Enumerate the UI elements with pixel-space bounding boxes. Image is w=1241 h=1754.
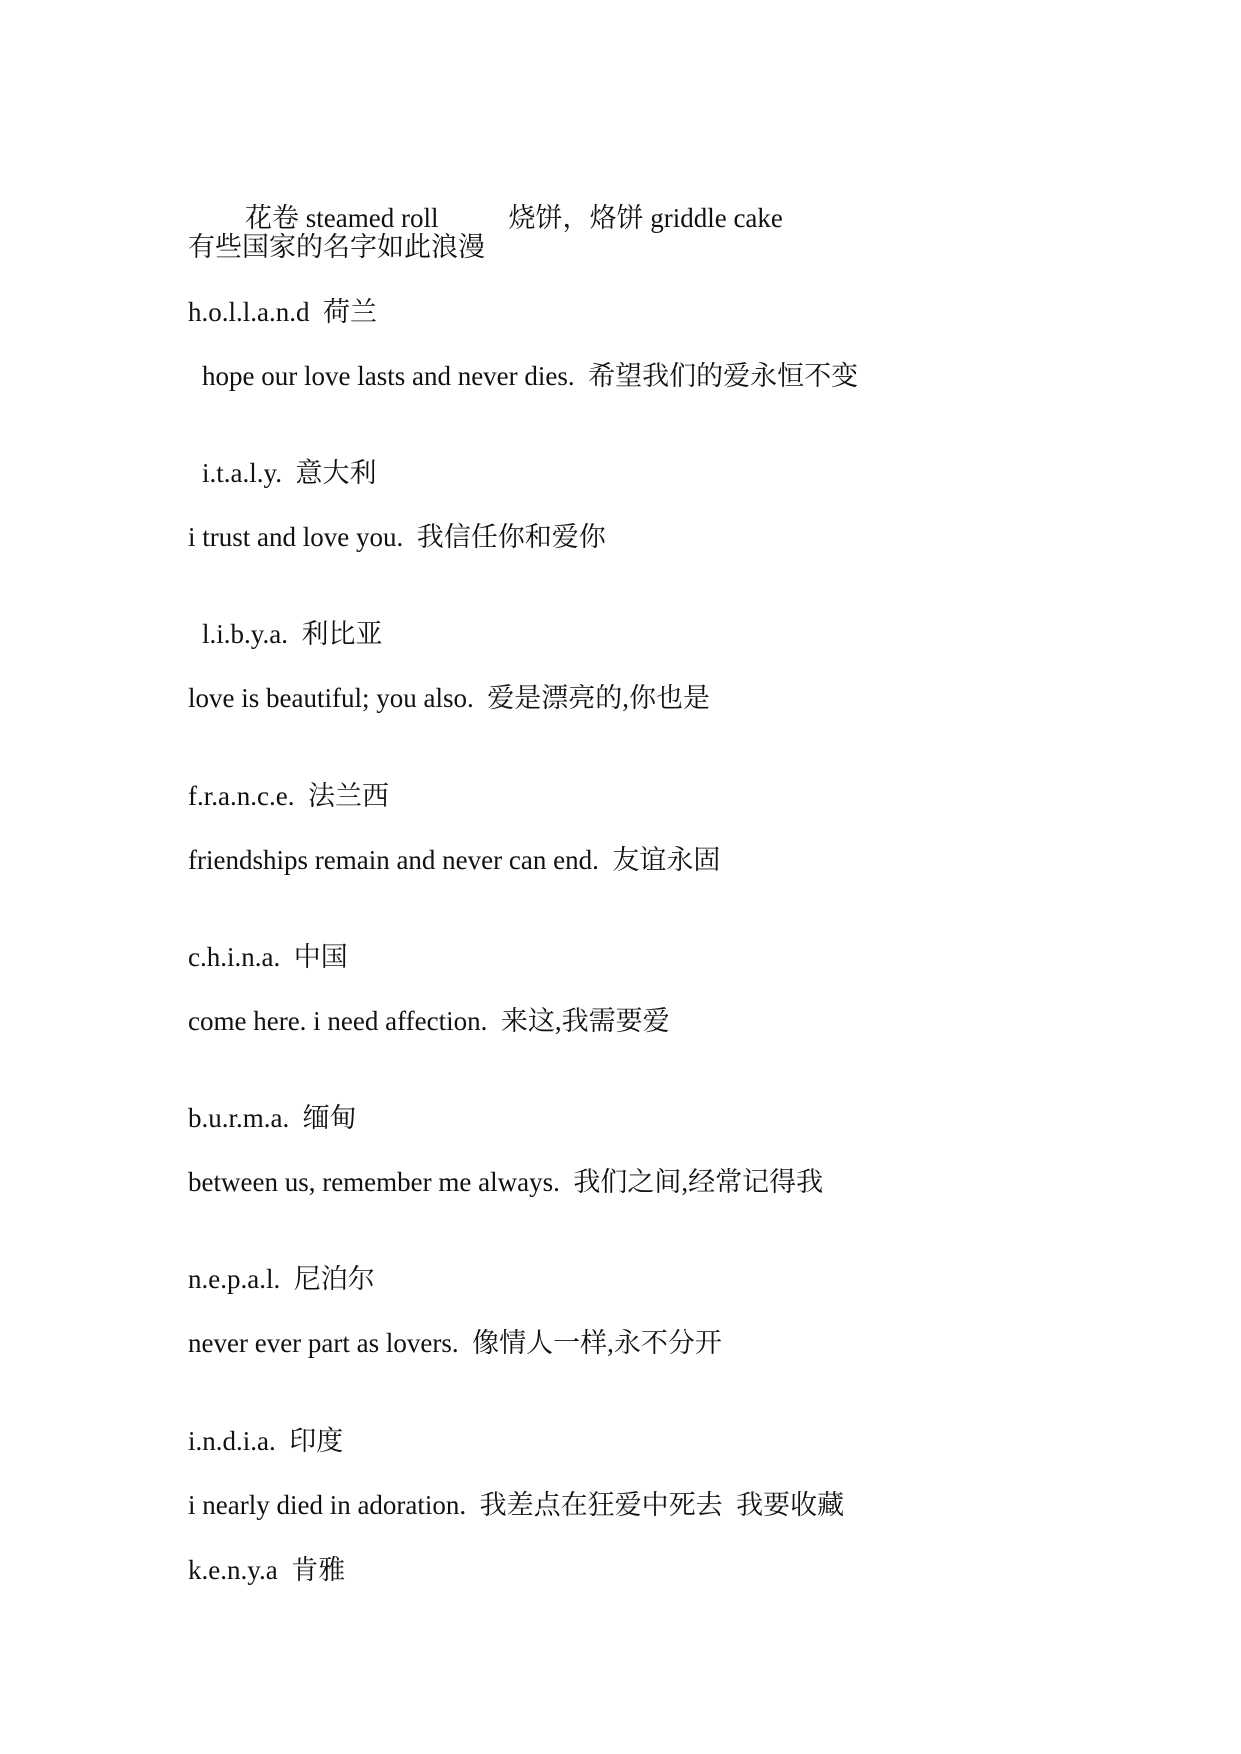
country-line-italy: i.t.a.l.y. 意大利 xyxy=(202,458,377,488)
meaning-line-france: friendships remain and never can end. 友谊永固 xyxy=(188,845,721,875)
country-line-china: c.h.i.n.a. 中国 xyxy=(188,942,348,972)
meaning-line-holland: hope our love lasts and never dies. 希望我们的爱永恒不变 xyxy=(202,361,859,391)
meaning-line-burma: between us, remember me always. 我们之间,经常记得我 xyxy=(188,1167,824,1197)
meaning-line-italy: i trust and love you. 我信任你和爱你 xyxy=(188,522,606,552)
country-line-holland: h.o.l.l.a.n.d 荷兰 xyxy=(188,297,377,327)
meaning-line-nepal: never ever part as lovers. 像情人一样,永不分开 xyxy=(188,1328,722,1358)
heading: 有些国家的名字如此浪漫 xyxy=(188,232,485,262)
country-line-kenya: k.e.n.y.a 肯雅 xyxy=(188,1555,346,1585)
country-line-france: f.r.a.n.c.e. 法兰西 xyxy=(188,781,389,811)
country-line-india: i.n.d.i.a. 印度 xyxy=(188,1426,344,1456)
food-item-steamed-roll: 花卷 steamed roll xyxy=(245,203,439,233)
meaning-line-india: i nearly died in adoration. 我差点在狂爱中死去 我要收藏 xyxy=(188,1490,845,1520)
country-line-burma: b.u.r.m.a. 缅甸 xyxy=(188,1103,357,1133)
food-item-griddle-cake: 烧饼，烙饼 griddle cake xyxy=(508,203,783,233)
country-line-nepal: n.e.p.a.l. 尼泊尔 xyxy=(188,1264,375,1294)
meaning-line-libya: love is beautiful; you also. 爱是漂亮的,你也是 xyxy=(188,683,710,713)
country-line-libya: l.i.b.y.a. 利比亚 xyxy=(202,619,383,649)
meaning-line-china: come here. i need affection. 来这,我需要爱 xyxy=(188,1006,670,1036)
